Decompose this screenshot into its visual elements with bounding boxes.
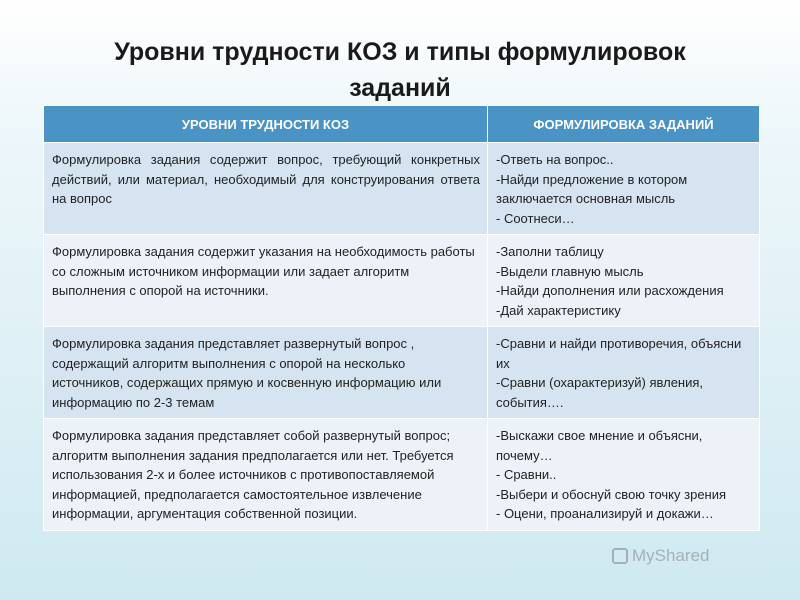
task-item: -Ответь на вопрос.. [496,152,614,167]
tasks-cell [488,143,760,235]
task-item: - Сравни.. [496,467,557,482]
table-row [44,235,760,327]
table-row [44,419,760,531]
difficulty-levels-table [43,105,760,531]
task-item: -Выдели главную мысль [496,263,644,279]
tasks-cell [488,235,760,327]
header-task-wording: ФОРМУЛИРОВКА ЗАДАНИЙ [488,106,760,143]
myshared-logo-icon [612,548,628,564]
table-row [44,143,760,235]
table-header-row [44,106,760,143]
level-cell: Формулировка задания содержит указания на необходимость работы со сложным источником информации или задает алгоритм выполнения с опорой на источники. [44,235,488,327]
task-item: - Соотнеси… [496,210,575,226]
slide-title [60,34,740,106]
slide-title-line-1: Уровни трудности КОЗ и типы формулировок [114,38,686,66]
task-item: -Найди дополнения или расхождения [496,283,724,298]
slide-title-line-2: заданий [349,74,451,102]
task-item: -Сравни (охарактеризуй) явления, события…. [496,375,704,410]
watermark-text: MyShared [632,546,710,565]
tasks-cell [488,327,760,419]
table-row [44,327,760,419]
header-difficulty-levels: УРОВНИ ТРУДНОСТИ КОЗ [44,106,488,143]
task-item: -Найди предложение в котором заключается основная мысль [496,171,688,206]
task-item: -Выскажи свое мнение и объясни, почему… [496,428,703,463]
task-item: -Заполни таблицу [496,244,604,259]
level-cell: Формулировка задания содержит вопрос, требующий конкретных действий, или материал, необходимый для конструирования ответа на вопрос [44,143,488,235]
task-item: -Дай характеристику [496,302,621,318]
task-item: -Выбери и обоснуй свою точку зрения [496,486,727,502]
tasks-cell [488,419,760,531]
myshared-watermark [612,546,709,566]
level-cell: Формулировка задания представляет развернутый вопрос , содержащий алгоритм выполнения с опорой на несколько источников, содержащих прямую и косвенную информацию или информацию по 2-3 темам [44,327,488,419]
task-item: - Оцени, проанализируй и докажи… [496,506,714,521]
task-item: -Сравни и найди противоречия, объясни их [496,336,742,371]
level-cell: Формулировка задания представляет собой развернутый вопрос; алгоритм выполнения задания предполагается или нет. Требуется использования 2-х и более источников с противопоставляемой информацией, предполагается самостоятельное извлечение информации, аргументация собственной позиции. [44,419,488,531]
